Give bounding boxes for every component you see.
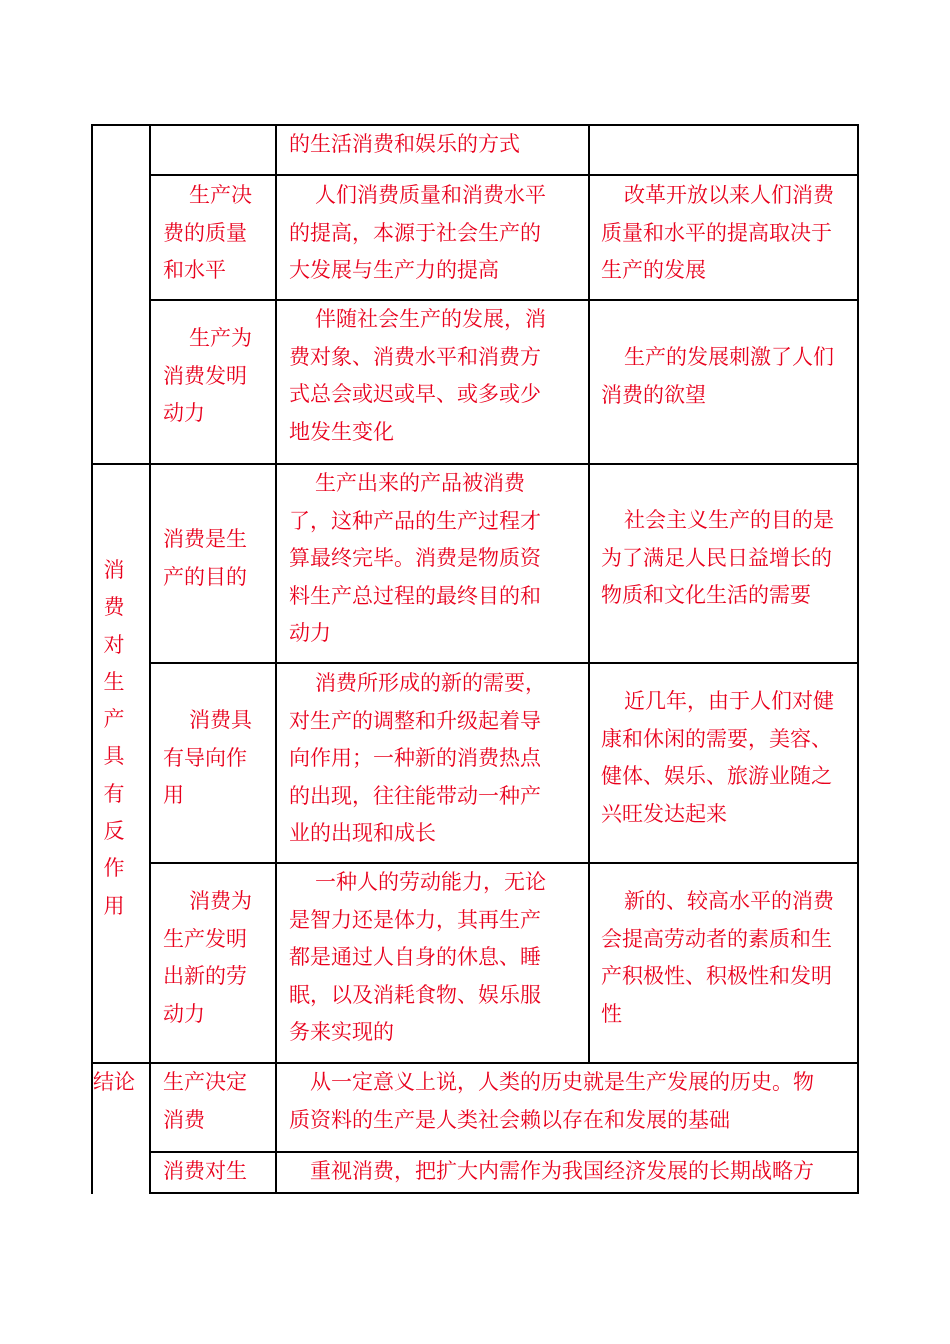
table-cell-example: 社会主义生产的目的是 为了满足人民日益增长的 物质和文化生活的需要	[601, 508, 834, 607]
group-label-char: 具	[103, 744, 125, 769]
table-cell-item: 消费是生 产的目的	[163, 527, 247, 589]
table-cell-item: 生产决定 消费	[163, 1070, 247, 1132]
table-cell-item: 消费具 有导向作 用	[163, 708, 252, 807]
group-label-char: 反	[103, 819, 125, 844]
table-cell-explain: 一种人的劳动能力，无论 是智力还是体力，其再生产 都是通过人自身的休息、睡 眠，以及消耗食物、娱乐服 务来实现的	[289, 870, 546, 1044]
table-cell-item: 消费为 生产发明 出新的劳 动力	[163, 889, 252, 1026]
table-cell-item: 生产为 消费发明 动力	[163, 326, 252, 425]
table-border	[588, 124, 590, 1064]
table-cell-item: 消费对生	[163, 1159, 247, 1183]
group-label-char: 作	[103, 856, 125, 881]
table-border	[275, 124, 277, 1194]
table-cell-explain: 生产出来的产品被消费 了，这种产品的生产过程才 算最终完毕。消费是物质资 料生产总过程的最终目的和 动力	[289, 471, 541, 645]
table-border	[857, 124, 859, 1194]
group-label-char: 费	[103, 595, 125, 620]
table-cell-explain: 的生活消费和娱乐的方式	[289, 132, 520, 156]
table-border	[91, 124, 93, 1194]
group-label-vertical	[97, 552, 131, 925]
table-cell-item: 生产决 费的质量 和水平	[163, 183, 252, 282]
group-label-char: 对	[103, 632, 125, 657]
table-cell-explain: 人们消费质量和消费水平 的提高，本源于社会生产的 大发展与生产力的提高	[289, 183, 546, 282]
group-label-char: 有	[103, 781, 125, 806]
group-label-char: 消	[103, 558, 125, 582]
group-label-char: 用	[103, 893, 125, 918]
table-cell-explain: 伴随社会生产的发展，消 费对象、消费水平和消费方 式总会或迟或早、或多或少 地发生变化	[289, 307, 546, 444]
conclusion-text: 重视消费，把扩大内需作为我国经济发展的长期战略方	[310, 1159, 814, 1183]
table-cell-example: 近几年，由于人们对健 康和休闲的需要，美容、 健体、娱乐、旅游业随之 兴旺发达起来	[601, 689, 834, 826]
table-border	[150, 174, 859, 176]
table-border	[149, 124, 151, 1194]
table-cell-example: 生产的发展刺激了人们 消费的欲望	[601, 345, 834, 407]
conclusion-text: 从一定意义上说，人类的历史就是生产发展的历史。物 质资料的生产是人类社会赖以存在和发展的基础	[289, 1070, 814, 1132]
group-label-char: 产	[103, 707, 125, 732]
table-cell-explain: 消费所形成的新的需要， 对生产的调整和升级起着导 向作用；一种新的消费热点 的出现，往往能带动一种产 业的出现和成长	[289, 671, 546, 845]
table-border	[150, 1192, 859, 1194]
table-border	[150, 662, 859, 664]
group-label-char: 生	[103, 669, 125, 694]
table-cell-example: 改革开放以来人们消费 质量和水平的提高取决于 生产的发展	[601, 183, 834, 282]
conclusion-label: 结论	[93, 1070, 135, 1094]
table-cell-example: 新的、较高水平的消费 会提高劳动者的素质和生 产积极性、积极性和发明 性	[601, 889, 834, 1026]
